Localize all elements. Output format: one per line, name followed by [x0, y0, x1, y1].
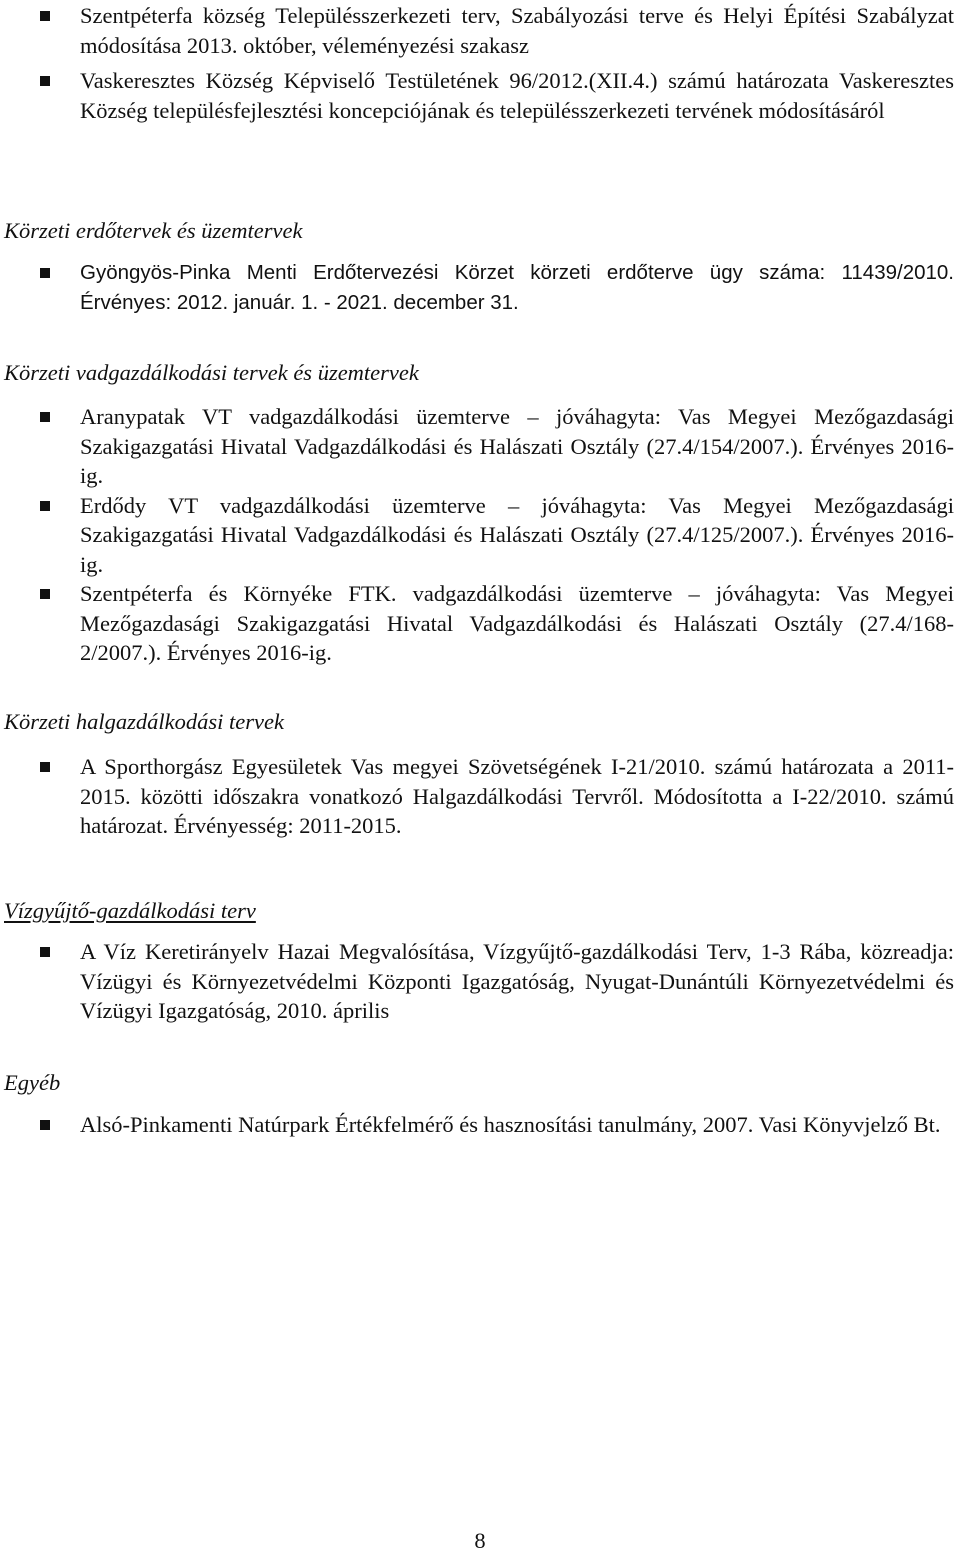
square-bullet-icon: [40, 1120, 50, 1130]
section-list-forest: [0, 258, 960, 317]
list-item: [0, 1, 960, 60]
section-heading: Körzeti vadgazdálkodási tervek és üzemtervek: [4, 360, 419, 385]
bullet-list: [0, 1110, 960, 1140]
top-list: [0, 1, 960, 125]
section-heading: Körzeti halgazdálkodási tervek: [4, 709, 284, 734]
list-item: [0, 402, 960, 491]
list-item-text: Aranypatak VT vadgazdálkodási üzemterve – jóváhagyta: Vas Megyei Mezőgazdasági Szakigazgatási Hivatal Vadgazdálkodási és Halászati Osztály (27.4/154/2007.). Érvényes 2016-ig.: [80, 404, 954, 488]
square-bullet-icon: [40, 76, 50, 86]
list-item: [0, 491, 960, 580]
list-item-text: Alsó-Pinkamenti Natúrpark Értékfelmérő és hasznosítási tanulmány, 2007. Vasi Könyvjelző Bt.: [80, 1112, 941, 1137]
page-number: 8: [474, 1528, 486, 1553]
top-list-section: [0, 0, 960, 125]
list-item: [0, 752, 960, 841]
bullet-list: [0, 402, 960, 668]
list-item: [0, 579, 960, 668]
list-item-text: A Víz Keretirányelv Hazai Megvalósítása, Vízgyűjtő-gazdálkodási Terv, 1-3 Rába, közreadja: Vízügyi és Környezetvédelmi Központi Igazgatóság, Nyugat-Dunántúli Környezetvédelmi és Vízügyi Igazgatóság, 2010. április: [80, 939, 954, 1023]
list-item: [0, 66, 960, 125]
section-list-other: [0, 1110, 960, 1140]
bullet-list: [0, 258, 960, 317]
list-item: [0, 1110, 960, 1140]
list-item: [0, 937, 960, 1026]
square-bullet-icon: [40, 947, 50, 957]
list-item: [0, 258, 960, 317]
section-list-water: [0, 937, 960, 1026]
section-list-fish: [0, 752, 960, 841]
square-bullet-icon: [40, 11, 50, 21]
section-list-game: [0, 402, 960, 668]
square-bullet-icon: [40, 589, 50, 599]
section-heading: Egyéb: [4, 1070, 61, 1095]
square-bullet-icon: [40, 412, 50, 422]
square-bullet-icon: [40, 501, 50, 511]
bullet-list: [0, 752, 960, 841]
list-item-text: Szentpéterfa község Településszerkezeti terv, Szabályozási terve és Helyi Építési Szabályzat módosítása 2013. október, véleményezési szakasz: [80, 3, 954, 58]
section-heading: Vízgyűjtő-gazdálkodási terv: [4, 898, 256, 923]
square-bullet-icon: [40, 268, 50, 278]
section-heading: Körzeti erdőtervek és üzemtervek: [4, 218, 303, 243]
list-item-text: Gyöngyös-Pinka Menti Erdőtervezési Körzet körzeti erdőterve ügy száma: 11439/2010. Érvényes: 2012. január. 1. - 2021. december 31.: [80, 261, 954, 314]
bullet-list: [0, 937, 960, 1026]
square-bullet-icon: [40, 762, 50, 772]
list-item-text: Erdődy VT vadgazdálkodási üzemterve – jóváhagyta: Vas Megyei Mezőgazdasági Szakigazgatási Hivatal Vadgazdálkodási és Halászati Osztály (27.4/125/2007.). Érvényes 2016-ig.: [80, 492, 954, 577]
list-item-text: A Sporthorgász Egyesületek Vas megyei Szövetségének I-21/2010. számú határozata a 2011-2015. közötti időszakra vonatkozó Halgazdálkodási Tervről. Módosította a I-22/2010. számú határozat. Érvényesség: 2011-2015.: [80, 754, 954, 838]
list-item-text: Szentpéterfa és Környéke FTK. vadgazdálkodási üzemterve – jóváhagyta: Vas Megyei Mezőgazdasági Szakigazgatási Hivatal Vadgazdálkodási és Halászati Osztály (27.4/168-2/2007.). Érvényes 2016-ig.: [80, 581, 954, 665]
list-item-text: Vaskeresztes Község Képviselő Testületének 96/2012.(XII.4.) számú határozata Vaskeresztes Község településfejlesztési koncepciójának és településszerkezeti tervének módosításáról: [80, 68, 954, 123]
